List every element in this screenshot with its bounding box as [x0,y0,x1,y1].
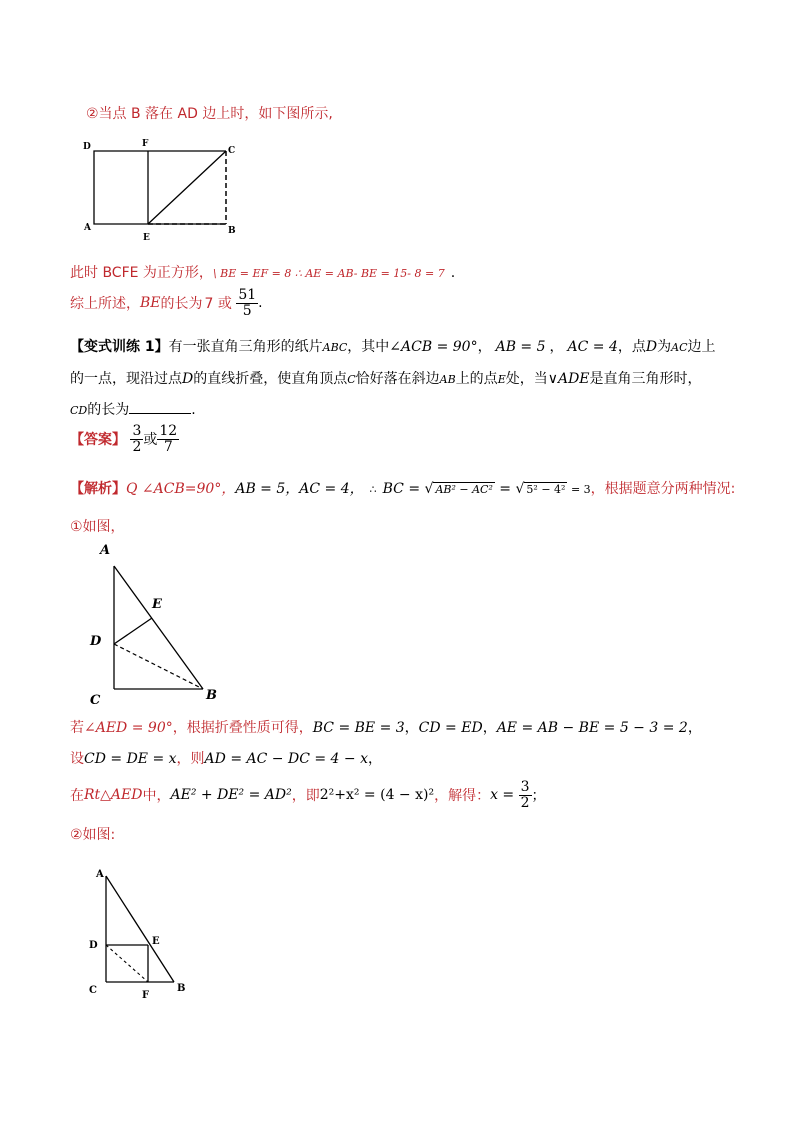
label-E: E [152,936,160,947]
label-D: D [90,634,102,649]
label-E: E [143,233,150,242]
label-A: A [100,543,111,558]
label-C: C [89,985,97,996]
label-B: B [228,226,236,236]
label-B: B [177,983,186,994]
label-B: B [206,688,217,703]
variant-line-1: 【变式训练 1】有一张直角三角形的纸片ABC，其中∠ACB = 90°， AB = 5 ， AC = 4，点D为AC边上 [70,339,716,355]
label-C: C [90,693,101,708]
label-F: F [142,990,150,1001]
label-D: D [83,142,91,152]
label-C: C [228,146,236,156]
label-E: E [152,597,162,612]
answer-blank [129,401,191,414]
figure-rectangle-fold [78,136,248,242]
label-F: F [142,139,149,149]
label-A: A [84,223,91,233]
summary-line: 综上所述，BE的长为 7 或 $\frac{51}{5}$ . [70,287,263,319]
variant-line-3: CD的长为 . [70,402,196,418]
case1-line-2: 设CD = DE = x，则AD = AC − DC = 4 − x， [70,751,382,767]
analysis-line: 【解析】Q ∠ACB=90°，AB = 5，AC = 4， ∴ BC = √ AB² − AC² = √ 5² − 4² = 3，根据题意分两种情况: [70,481,736,497]
bcfe-line: 此时 BCFE 为正方形，\ BE = EF = 8 ∴ AE = AB- BE = 15- 8 = 7 . [70,265,456,281]
label-A: A [96,869,104,880]
label-D: D [89,940,98,951]
case2-header: ②当点 B 落在 AD 边上时，如下图所示, [86,106,333,122]
figure-triangle-case1 [86,540,226,710]
figure-triangle-case2 [84,862,204,1002]
variant-line-2: 的一点，现沿过点D的直线折叠，使直角顶点C恰好落在斜边AB上的点E处，当∨ADE是直角三角形时， [70,371,702,387]
case1-line-3: 在Rt△AED中，AE² + DE² = AD²，即2²+x² = (4 − x)²，解得：x = $\frac{3}{2}$ ； [70,779,546,811]
case1-line-1: 若∠AED = 90°，根据折叠性质可得，BC = BE = 3，CD = ED，AE = AB − BE = 5 − 3 = 2， [70,720,702,736]
case2b-header: ②如图: [70,827,116,843]
answer-line: 【答案】 $\frac{3}{2}$ 或 $\frac{12}{7}$ [70,423,178,455]
case1-header: ①如图， [70,519,125,535]
